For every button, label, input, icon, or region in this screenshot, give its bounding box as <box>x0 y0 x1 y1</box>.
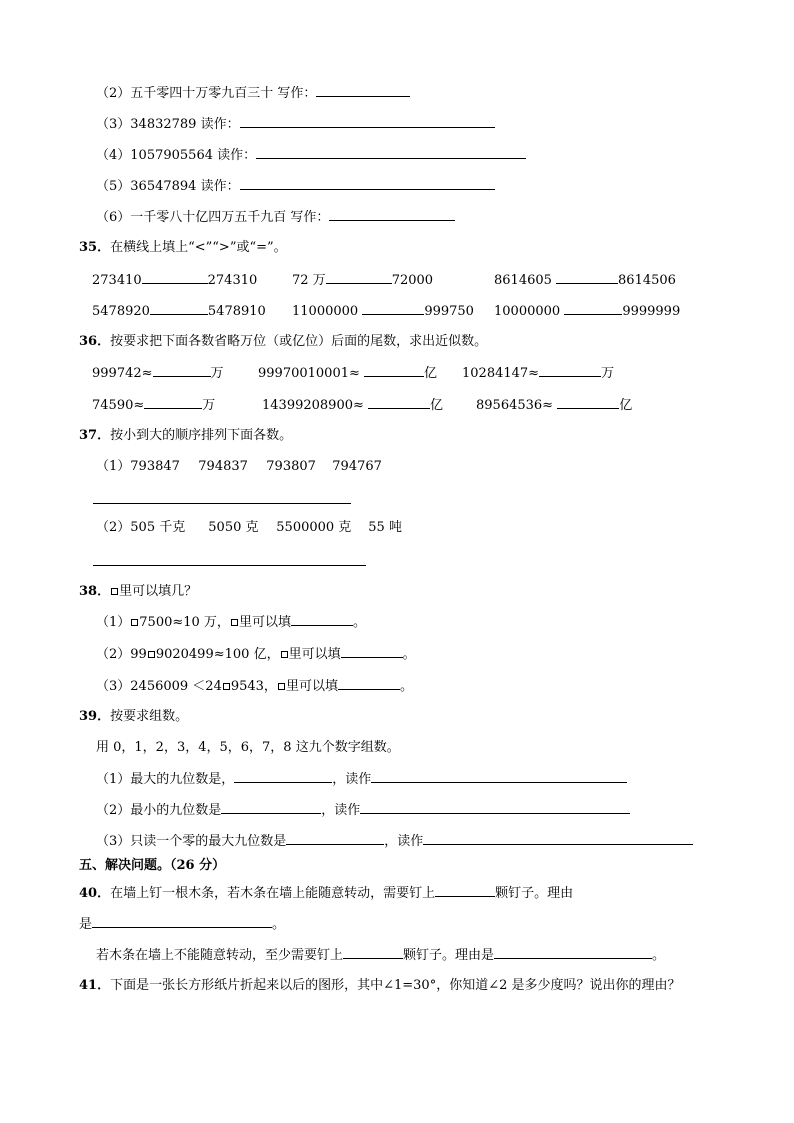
q36-item-1 <box>92 364 224 383</box>
item-end: 。 <box>352 615 366 630</box>
q37-part-2 <box>96 519 402 537</box>
answer-blank[interactable] <box>343 946 403 959</box>
read-label: ，读作 <box>384 834 424 849</box>
item-prefix: （3）2456009 ＜24 <box>96 679 222 694</box>
q38-heading <box>79 583 197 601</box>
q38-item-1 <box>96 613 366 632</box>
question-number: 37． <box>79 428 111 443</box>
q39-intro: 用 0，1，2，3，4，5，6，7，8 这九个数字组数。 <box>96 740 400 755</box>
item-end: 。 <box>399 679 413 694</box>
question-text: 里可以填几？ <box>119 584 198 599</box>
q34-item-4 <box>96 146 526 165</box>
number: 794837 <box>198 459 248 474</box>
question-number: 38． <box>79 584 111 599</box>
q35-pair-3 <box>494 271 676 290</box>
q36-item-5 <box>262 396 443 415</box>
box-icon <box>231 619 238 626</box>
question-text: 按要求组数。 <box>110 709 189 724</box>
q35-pair-6 <box>494 302 680 321</box>
question-number: 41． <box>79 978 111 993</box>
q39-item-1 <box>96 770 627 789</box>
unit: 亿 <box>619 398 633 413</box>
reading-blank[interactable] <box>371 770 627 783</box>
item-middle: 7500≈10 万， <box>139 615 230 630</box>
box-icon <box>131 619 138 626</box>
answer-blank[interactable] <box>240 115 495 128</box>
question-text: 。 <box>652 948 666 963</box>
question-text: 下面是一张长方形纸片折起来以后的图形，其中∠1=30°，你知道∠2 是多少度吗？说出你的理由？ <box>110 978 681 993</box>
number: 793847 <box>130 459 180 474</box>
answer-blank[interactable] <box>368 396 430 409</box>
answer-line[interactable] <box>93 565 366 566</box>
quantity: 55 吨 <box>368 520 402 535</box>
question-text: 按小到大的顺序排列下面各数。 <box>110 428 293 443</box>
unit: 万 <box>210 366 224 381</box>
answer-blank[interactable] <box>364 364 424 377</box>
right-number: 8614506 <box>618 273 676 288</box>
question-text: 若木条在墙上不能随意转动，至少需要钉上 <box>96 948 344 963</box>
q40-line-2 <box>79 915 285 934</box>
item-end: 。 <box>402 647 416 662</box>
compare-blank[interactable] <box>556 271 618 284</box>
q35-pair-1 <box>92 271 257 290</box>
q39-item-3 <box>96 832 693 851</box>
box-icon <box>223 683 230 690</box>
compare-blank[interactable] <box>142 271 208 284</box>
left-number: 72 万 <box>292 273 326 288</box>
item-text: 里可以填 <box>238 615 291 630</box>
q37-part-1 <box>96 458 382 476</box>
answer-blank[interactable] <box>341 645 403 658</box>
right-number: 999750 <box>424 304 474 319</box>
question-number: 35． <box>79 240 111 255</box>
reading-blank[interactable] <box>423 832 693 845</box>
unit: 万 <box>601 366 615 381</box>
box-icon <box>278 683 285 690</box>
item-middle: 9020499≈100 亿， <box>155 647 280 662</box>
item-text: 里可以填 <box>285 679 338 694</box>
answer-blank[interactable] <box>557 396 619 409</box>
box-icon <box>281 651 288 658</box>
answer-blank[interactable] <box>316 84 410 97</box>
q34-item-2 <box>96 84 410 103</box>
q34-item-3 <box>96 115 495 134</box>
left-number: 273410 <box>92 273 142 288</box>
unit: 亿 <box>430 398 444 413</box>
unit: 亿 <box>424 366 438 381</box>
part-label: （2） <box>96 520 131 535</box>
answer-blank[interactable] <box>291 613 353 626</box>
number: 89564536≈ <box>476 398 558 413</box>
q40-line-3 <box>96 946 665 965</box>
quantity: 5050 克 <box>208 520 259 535</box>
read-label: ，读作 <box>321 803 361 818</box>
q34-item-6 <box>96 208 455 227</box>
item-text: 里可以填 <box>288 647 341 662</box>
answer-blank[interactable] <box>329 208 455 221</box>
answer-blank[interactable] <box>221 801 321 814</box>
number: 74590≈ <box>92 398 145 413</box>
item-label: （5）36547894 读作： <box>96 179 240 194</box>
compare-blank[interactable] <box>326 271 392 284</box>
right-number: 9999999 <box>622 304 681 319</box>
answer-blank[interactable] <box>240 177 495 190</box>
q36-item-4 <box>92 396 215 415</box>
q40-line-1 <box>79 884 573 903</box>
item-label: （3）34832789 读作： <box>96 117 240 132</box>
unit: 万 <box>202 398 216 413</box>
quantity: 505 千克 <box>130 520 186 535</box>
right-number: 274310 <box>207 273 258 288</box>
question-text: 。 <box>272 917 286 932</box>
q35-pair-4 <box>92 302 266 321</box>
question-number: 36． <box>79 334 111 349</box>
section-title: 五、解决问题。（26 分） <box>79 858 226 873</box>
item-label: （6）一千零八十亿四万五千九百 写作： <box>96 210 330 225</box>
right-number: 5478910 <box>207 304 266 319</box>
number: 794767 <box>332 459 382 474</box>
q38-item-2 <box>96 645 416 664</box>
left-number: 11000000 <box>292 304 363 319</box>
q37-heading <box>79 427 292 445</box>
answer-blank[interactable] <box>144 396 202 409</box>
q36-item-2 <box>258 364 437 383</box>
item-label: （2）最小的九位数是 <box>96 803 222 818</box>
answer-blank[interactable] <box>153 364 211 377</box>
question-text: 是 <box>79 917 93 932</box>
number: 10284147≈ <box>462 366 540 381</box>
number: 999742≈ <box>92 366 153 381</box>
question-text: 颗钉子。理由是 <box>403 948 495 963</box>
question-number: 39． <box>79 709 111 724</box>
answer-blank[interactable] <box>539 364 601 377</box>
q34-item-5 <box>96 177 495 196</box>
reading-blank[interactable] <box>360 801 630 814</box>
q35-heading <box>79 239 287 257</box>
number: 14399208900≈ <box>262 398 369 413</box>
question-text: 按要求把下面各数省略万位（或亿位）后面的尾数，求出近似数。 <box>110 334 488 349</box>
item-label: （4）1057905564 读作： <box>96 148 257 163</box>
q36-item-3 <box>462 364 614 383</box>
q35-pair-2 <box>292 271 433 290</box>
left-number: 10000000 <box>494 304 565 319</box>
number: 793807 <box>266 459 316 474</box>
read-label: ，读作 <box>332 772 372 787</box>
box-icon <box>111 588 118 595</box>
answer-blank[interactable] <box>286 832 384 845</box>
question-text: 在横线上填上“<”“>”或“=”。 <box>110 240 287 255</box>
answer-blank[interactable] <box>234 770 332 783</box>
item-middle: 9543， <box>230 679 277 694</box>
box-icon <box>148 651 155 658</box>
part-label: （1） <box>96 459 131 474</box>
compare-blank[interactable] <box>150 302 208 315</box>
quantity: 5500000 克 <box>276 520 352 535</box>
compare-blank[interactable] <box>362 302 424 315</box>
reason-blank[interactable] <box>494 946 652 959</box>
answer-blank[interactable] <box>435 884 495 897</box>
item-prefix: （2）99 <box>96 647 147 662</box>
item-label: （2）五千零四十万零九百三十 写作： <box>96 86 317 101</box>
item-label: （1）最大的九位数是， <box>96 772 235 787</box>
q38-item-3 <box>96 677 413 696</box>
q36-heading <box>79 333 487 351</box>
answer-line[interactable] <box>93 503 351 504</box>
q36-item-6 <box>476 396 632 415</box>
right-number: 72000 <box>391 273 434 288</box>
question-text: 颗钉子。理由 <box>495 886 574 901</box>
q35-pair-5 <box>292 302 474 321</box>
item-label: （3）只读一个零的最大九位数是 <box>96 834 287 849</box>
question-number: 40． <box>79 886 111 901</box>
left-number: 5478920 <box>92 304 150 319</box>
number: 99970010001≈ <box>258 366 365 381</box>
answer-blank[interactable] <box>256 146 526 159</box>
q39-item-2 <box>96 801 630 820</box>
q41-heading <box>79 977 681 995</box>
reason-blank[interactable] <box>92 915 272 928</box>
compare-blank[interactable] <box>564 302 622 315</box>
left-number: 8614605 <box>494 273 557 288</box>
question-text: 在墙上钉一根木条，若木条在墙上能随意转动，需要钉上 <box>110 886 436 901</box>
answer-blank[interactable] <box>338 677 400 690</box>
q39-heading <box>79 708 188 726</box>
item-prefix: （1） <box>96 615 131 630</box>
